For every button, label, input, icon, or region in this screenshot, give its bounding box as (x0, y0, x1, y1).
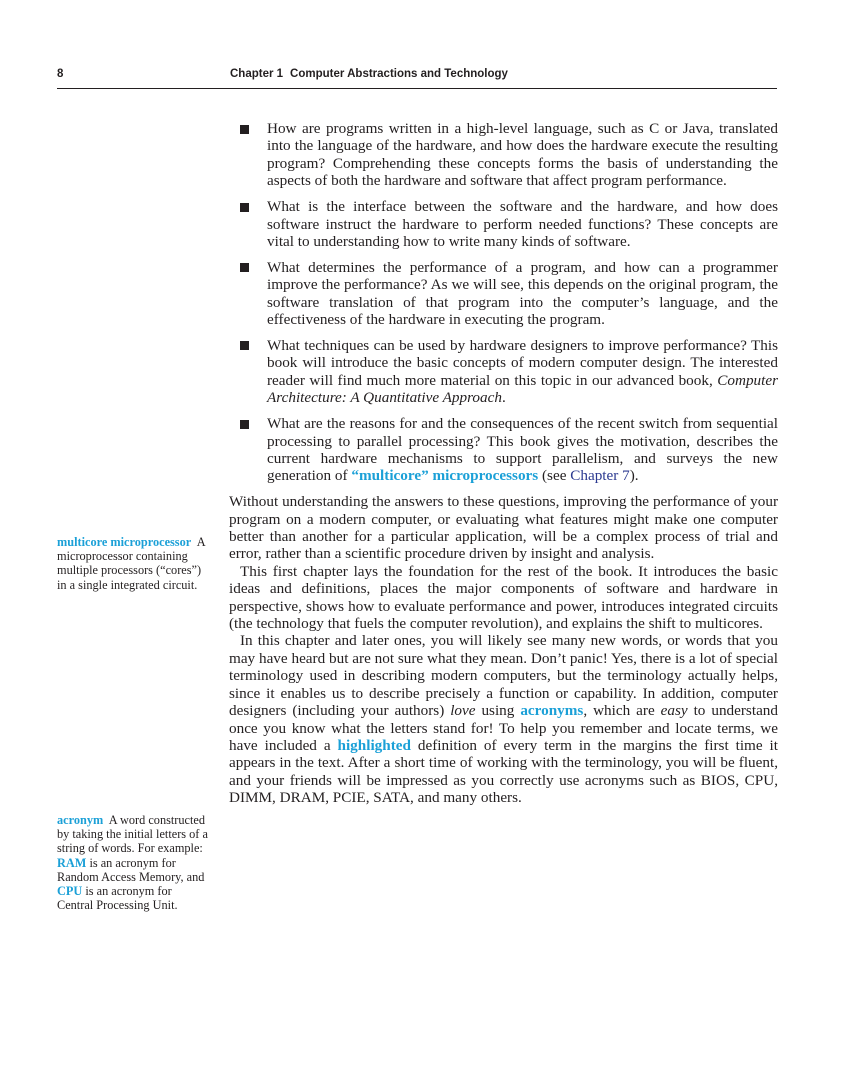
paragraph-text: using (475, 702, 521, 720)
list-item (229, 259, 778, 329)
question-list (229, 120, 778, 485)
margin-term: acronym (57, 813, 104, 827)
square-bullet-icon (240, 263, 249, 272)
running-head (230, 68, 508, 80)
chapter-title: Computer Abstractions and Technology (290, 68, 508, 80)
margin-definition-text: A microprocessor containing multiple processors (“cores”) in a single integrated circuit. (57, 535, 205, 592)
paragraph-text: to understand once you know what the letters stand for! To help you remember and locate terms, we have included a (229, 702, 778, 754)
margin-term-ram: RAM (57, 855, 87, 870)
square-bullet-icon (240, 203, 249, 212)
list-item-text: How are programs written in a high-level language, such as C or Java, translated into the language of the hardware, and how does the hardware execute the resulting program? Comprehending these concepts forms the basis of understanding the aspects of both the hardware and software that affect program performance. (267, 120, 778, 190)
margin-term: multicore microprocessor (57, 535, 192, 549)
list-item (229, 198, 778, 250)
chapter-reference-link[interactable]: Chapter 7 (570, 467, 630, 485)
margin-definition-multicore (57, 535, 209, 592)
list-item-text-mid: (see (538, 467, 571, 485)
margin-term-cpu: CPU (57, 884, 83, 899)
margin-definition-text: is an acronym for Random Access Memory, and (57, 855, 205, 884)
page-header (57, 66, 777, 89)
square-bullet-icon (240, 341, 249, 350)
paragraph-text: In this chapter and later ones, you will likely see many new words, or words that you may have heard but are not sure what they mean. Don’t panic! Yes, there is a lot of special terminology used in describing modern computers, but the terminology actually helps, since it enables us to describe precisely a function or capability. In addition, computer designers (including your authors) (229, 632, 778, 720)
page-number: 8 (57, 68, 64, 80)
paragraph-text: definition of every term in the margins the first time it appears in the text. After a short time of working with the terminology, you will be fluent, and your friends will be impressed as you correctly use acronyms such as BIOS, CPU, DIMM, DRAM, PCIE, SATA, and many others. (229, 736, 778, 807)
list-item (229, 415, 778, 485)
body-paragraph: This first chapter lays the foundation for the rest of the book. It introduces the basic ideas and definitions, places the major components of software and hardware in perspective, shows how to evaluate performance and power, introduces integrated circuits (the technology that fuels the computer revolution), and explains the shift to multicores. (229, 562, 778, 633)
list-item-text: What is the interface between the software and the hardware, and how does software instruct the hardware to perform needed functions? These concepts are vital to understanding how to write many kinds of software. (267, 198, 778, 250)
list-item-text: What are the reasons for and the consequences of the recent switch from sequential processing to parallel processing? This book gives the motivation, describes the current hardware mechanisms to support parallelism, and surveys the new generation of (267, 415, 778, 485)
list-item-text: What techniques can be used by hardware designers to improve performance? This book will introduce the basic concepts of modern computer design. The interested reader will find much more material on this topic in our advanced book, (267, 336, 778, 389)
list-item-text-end: . (501, 389, 506, 407)
book-title: Computer Architecture: A Quantitative Approach (267, 371, 778, 407)
margin-definition-text: is an acronym for Central Processing Unit. (57, 884, 178, 913)
emphasis-text: love (450, 702, 476, 720)
chapter-label: Chapter 1 (230, 68, 284, 80)
list-item-text: What determines the performance of a program, and how can a programmer improve the performance? As we will see, this depends on the original program, the software translation of that program into the computer’s language, and the effectiveness of the hardware in executing the program. (267, 258, 778, 329)
list-item-text-end: ). (629, 467, 639, 485)
margin-definition-acronym (57, 813, 209, 912)
emphasis-text: easy (660, 702, 688, 720)
paragraph-text: , which are (583, 702, 661, 720)
highlighted-term: acronyms (520, 702, 584, 720)
list-item (229, 120, 778, 190)
body-paragraph: Without understanding the answers to these questions, improving the performance of your program on a modern computer, or evaluating what features might make one computer better than another for a particular application, will be a complex process of trial and error, rather than a scientific procedure driven by insight and analysis. (229, 493, 778, 563)
square-bullet-icon (240, 420, 249, 429)
highlighted-term: “multicore” microprocessors (351, 467, 539, 485)
main-text (229, 120, 778, 807)
margin-definition-text: A word constructed by taking the initial letters of a string of words. For example: (57, 813, 208, 856)
square-bullet-icon (240, 125, 249, 134)
body-paragraph (229, 632, 778, 806)
list-item (229, 337, 778, 407)
highlighted-term: highlighted (337, 736, 411, 754)
